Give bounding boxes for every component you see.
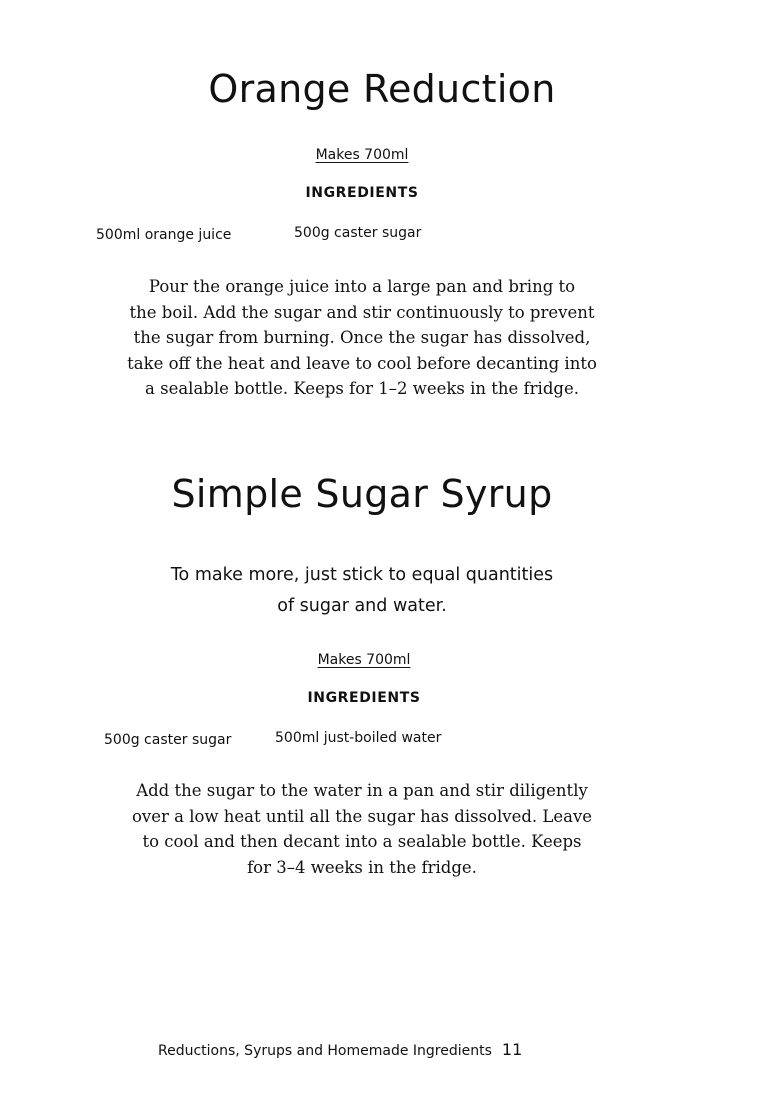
- ingredient-caster-sugar: 500g caster sugar: [294, 225, 422, 241]
- method-line: a sealable bottle. Keeps for 1–2 weeks in the fridge.: [145, 379, 579, 398]
- ingredients-heading-orange-reduction: INGREDIENTS: [305, 185, 419, 201]
- method-line: take off the heat and leave to cool before decanting into: [127, 353, 597, 373]
- method-line: Pour the orange juice into a large pan and bring to: [148, 277, 576, 296]
- method-line: Add the sugar to the water in a pan and stir diligently: [136, 781, 588, 800]
- ingredients-heading-simple-sugar-syrup: INGREDIENTS: [307, 690, 421, 706]
- ingredient-caster-sugar: 500g caster sugar: [104, 732, 232, 748]
- method-line: to cool and then decant into a sealable bottle. Keeps: [142, 832, 582, 851]
- page-number: 11: [501, 1040, 523, 1059]
- intro-simple-sugar-syrup: [0, 560, 724, 622]
- yield-orange-reduction: Makes 700ml: [315, 147, 409, 163]
- method-simple-sugar-syrup: [106, 778, 618, 880]
- method-line: the sugar from burning. Once the sugar has dissolved,: [133, 328, 591, 347]
- yield-simple-sugar-syrup: Makes 700ml: [317, 652, 411, 668]
- ingredient-just-boiled-water: 500ml just-boiled water: [275, 730, 442, 746]
- method-line: over a low heat until all the sugar has dissolved. Leave: [131, 806, 593, 826]
- footer-section-title: Reductions, Syrups and Homemade Ingredients: [158, 1043, 492, 1059]
- recipe-title-simple-sugar-syrup: Simple Sugar Syrup: [171, 472, 553, 516]
- method-orange-reduction: [98, 274, 626, 402]
- recipe-title-orange-reduction: Orange Reduction: [208, 67, 556, 111]
- intro-line: To make more, just stick to equal quantities: [170, 565, 554, 585]
- page-footer: [158, 1040, 522, 1061]
- method-line: the boil. Add the sugar and stir continuously to prevent: [129, 302, 595, 322]
- ingredient-orange-juice: 500ml orange juice: [96, 227, 232, 243]
- intro-line: of sugar and water.: [277, 596, 447, 616]
- method-line: for 3–4 weeks in the fridge.: [247, 857, 477, 877]
